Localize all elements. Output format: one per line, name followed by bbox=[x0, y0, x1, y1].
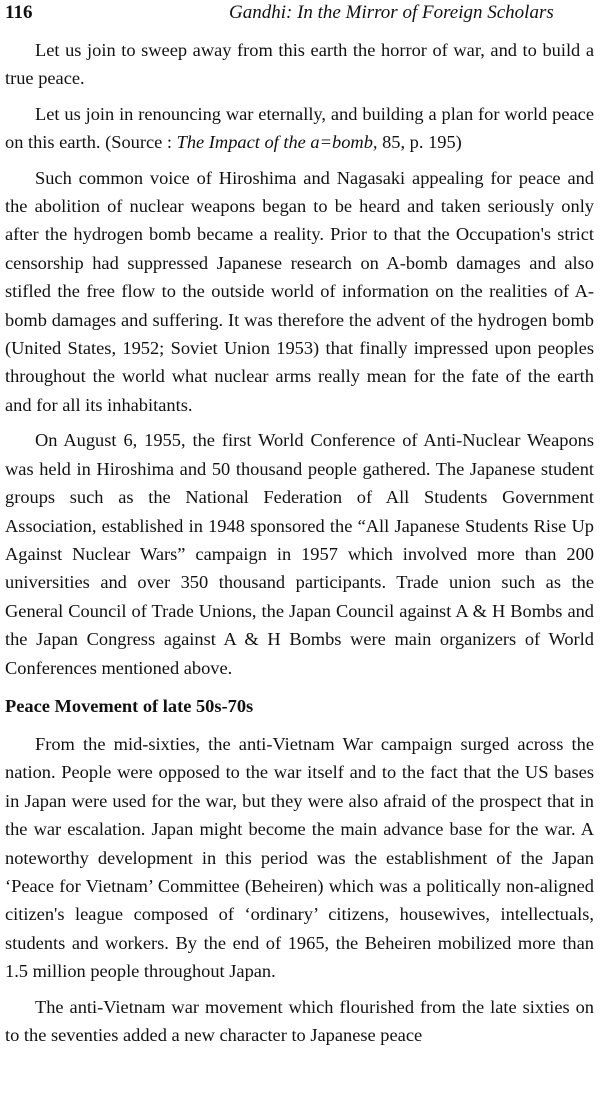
paragraph-quote-2-text: Let us join in renouncing war eternally, and building a plan for world peace on this earth. (Source : bbox=[5, 103, 594, 153]
page-header bbox=[5, 0, 594, 32]
running-title: Gandhi: In the Mirror of Foreign Scholars bbox=[229, 2, 554, 23]
paragraph-anti-vietnam: From the mid-sixties, the anti-Vietnam War campaign surged across the nation. People were opposed to the war itself and to the fact that the US bases in Japan were used for the war, but they were also afraid of the prospect that in the war escalation. Japan might become the main advance base for the war. A noteworthy development in this period was the establishment of the Japan ‘Peace for Vietnam’ Committee (Beheiren) which was a politically non-aligned citizen's league composed of ‘ordinary’ citizens, housewives, intellectuals, students and workers. By the end of 1965, the Beheiren mobilized more than 1.5 million people throughout Japan. bbox=[5, 733, 594, 982]
body-text bbox=[5, 36, 594, 1049]
section-heading: Peace Movement of late 50s-70s bbox=[5, 695, 254, 716]
paragraph-late-sixties: The anti-Vietnam war movement which flourished from the late sixties on to the seventies added a new character to Japanese peace bbox=[5, 996, 594, 1045]
paragraph-quote-2 bbox=[5, 100, 594, 157]
paragraph-world-conference: On August 6, 1955, the first World Conference of Anti-Nuclear Weapons was held in Hiroshima and 50 thousand people gathered. The Japanese student groups such as the National Federation of All Students Government Association, established in 1948 sponsored the “All Japanese Students Rise Up Against Nuclear Wars” campaign in 1957 which involved more than 200 universities and over 350 thousand participants. Trade union such as the General Council of Trade Unions, the Japan Council against A & H Bombs and the Japan Congress against A & H Bombs were main organizers of World Conferences mentioned above. bbox=[5, 430, 594, 678]
page-number: 116 bbox=[5, 2, 33, 23]
paragraph-hydrogen-bomb: Such common voice of Hiroshima and Nagasaki appealing for peace and the abolition of nuclear weapons began to be heard and taken seriously only after the hydrogen bomb became a reality. Prior to that the Occupation's strict censorship had suppressed Japanese research on A-bomb damages and also stifled the free flow to the outside world of information on the realities of A-bomb damages and suffering. It was therefore the advent of the hydrogen bomb (United States, 1952; Soviet Union 1953) that finally impressed upon peoples throughout the world what nuclear arms really mean for the fate of the earth and for all its inhabitants. bbox=[5, 167, 594, 415]
paragraph-quote-1: Let us join to sweep away from this earth the horror of war, and to build a true peace. bbox=[5, 40, 594, 89]
citation-title: The Impact of the a=bomb, bbox=[176, 132, 378, 153]
citation-rest: 85, p. 195) bbox=[377, 132, 462, 153]
